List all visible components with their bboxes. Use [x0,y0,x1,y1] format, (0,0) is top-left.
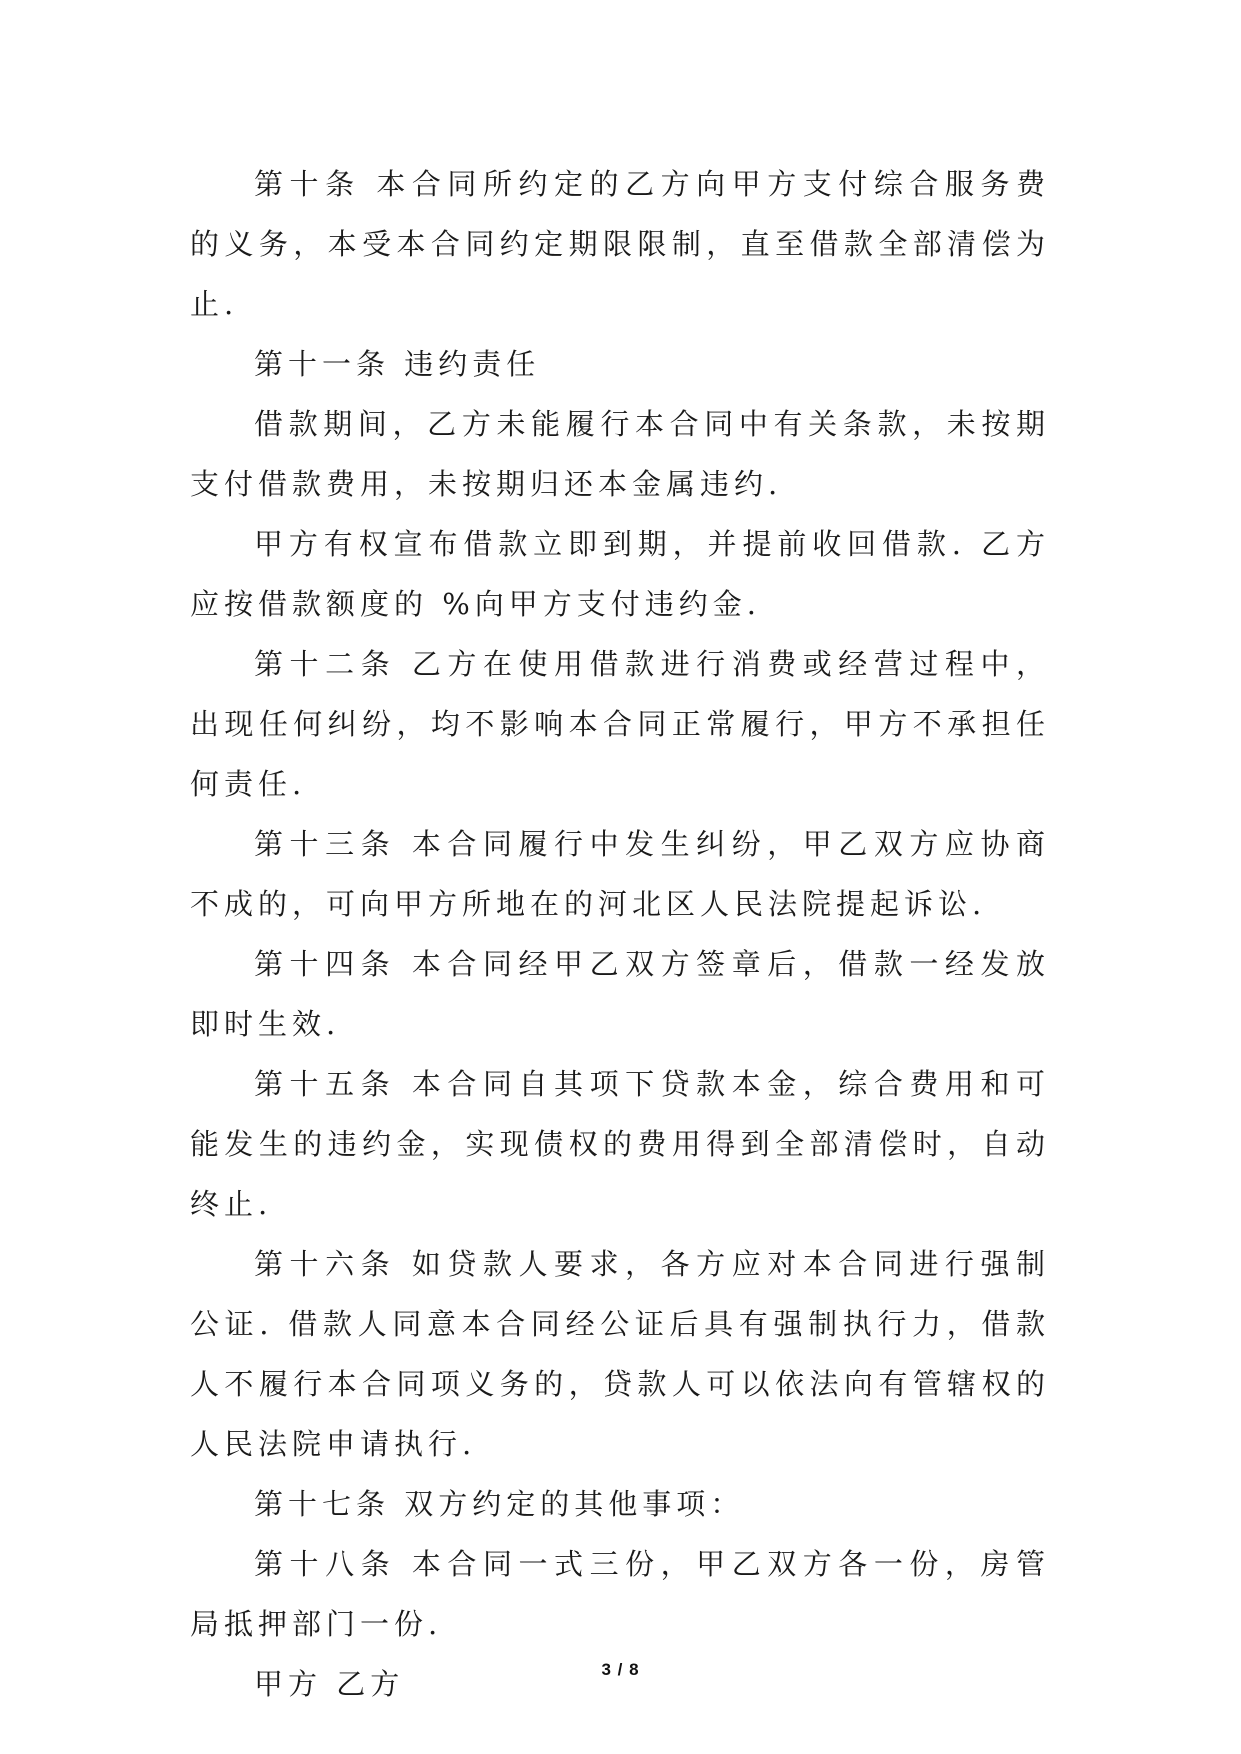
paragraph-article-10: 第十条 本合同所约定的乙方向甲方支付综合服务费的义务，本受本合同约定期限限制，直至借款全部清偿为止. [190,167,1050,321]
document-body [190,154,1050,1714]
paragraph-article-17: 第十七条 双方约定的其他事项： [254,1487,745,1521]
paragraph-breach-penalty: 甲方有权宣布借款立即到期，并提前收回借款. 乙方应按借款额度的 %向甲方支付违约金. [190,527,1051,621]
paragraph-article-11-heading: 第十一条 违约责任 [254,347,541,381]
paragraph-article-13: 第十三条 本合同履行中发生纠纷，甲乙双方应协商不成的，可向甲方所地在的河北区人民法院提起诉讼. [190,827,1050,921]
paragraph-article-12: 第十二条 乙方在使用借款进行消费或经营过程中，出现任何纠纷，均不影响本合同正常履行，甲方不承担任何责任. [190,647,1050,801]
paragraph-signatures: 甲方 乙方 [254,1667,405,1701]
paragraph-article-14: 第十四条 本合同经甲乙双方签章后，借款一经发放即时生效. [190,947,1050,1041]
paragraph-article-15: 第十五条 本合同自其项下贷款本金，综合费用和可能发生的违约金，实现债权的费用得到全部清偿时，自动终止. [190,1067,1050,1221]
paragraph-article-18: 第十八条 本合同一式三份，甲乙双方各一份，房管局抵押部门一份. [190,1547,1050,1641]
paragraph-breach-definition: 借款期间，乙方未能履行本合同中有关条款，未按期支付借款费用，未按期归还本金属违约. [190,407,1050,501]
page-number: 3 / 8 [601,1660,640,1679]
paragraph-article-16: 第十六条 如贷款人要求，各方应对本合同进行强制公证. 借款人同意本合同经公证后具有强制执行力，借款人不履行本合同项义务的，贷款人可以依法向有管辖权的人民法院申请执行. [190,1247,1050,1461]
